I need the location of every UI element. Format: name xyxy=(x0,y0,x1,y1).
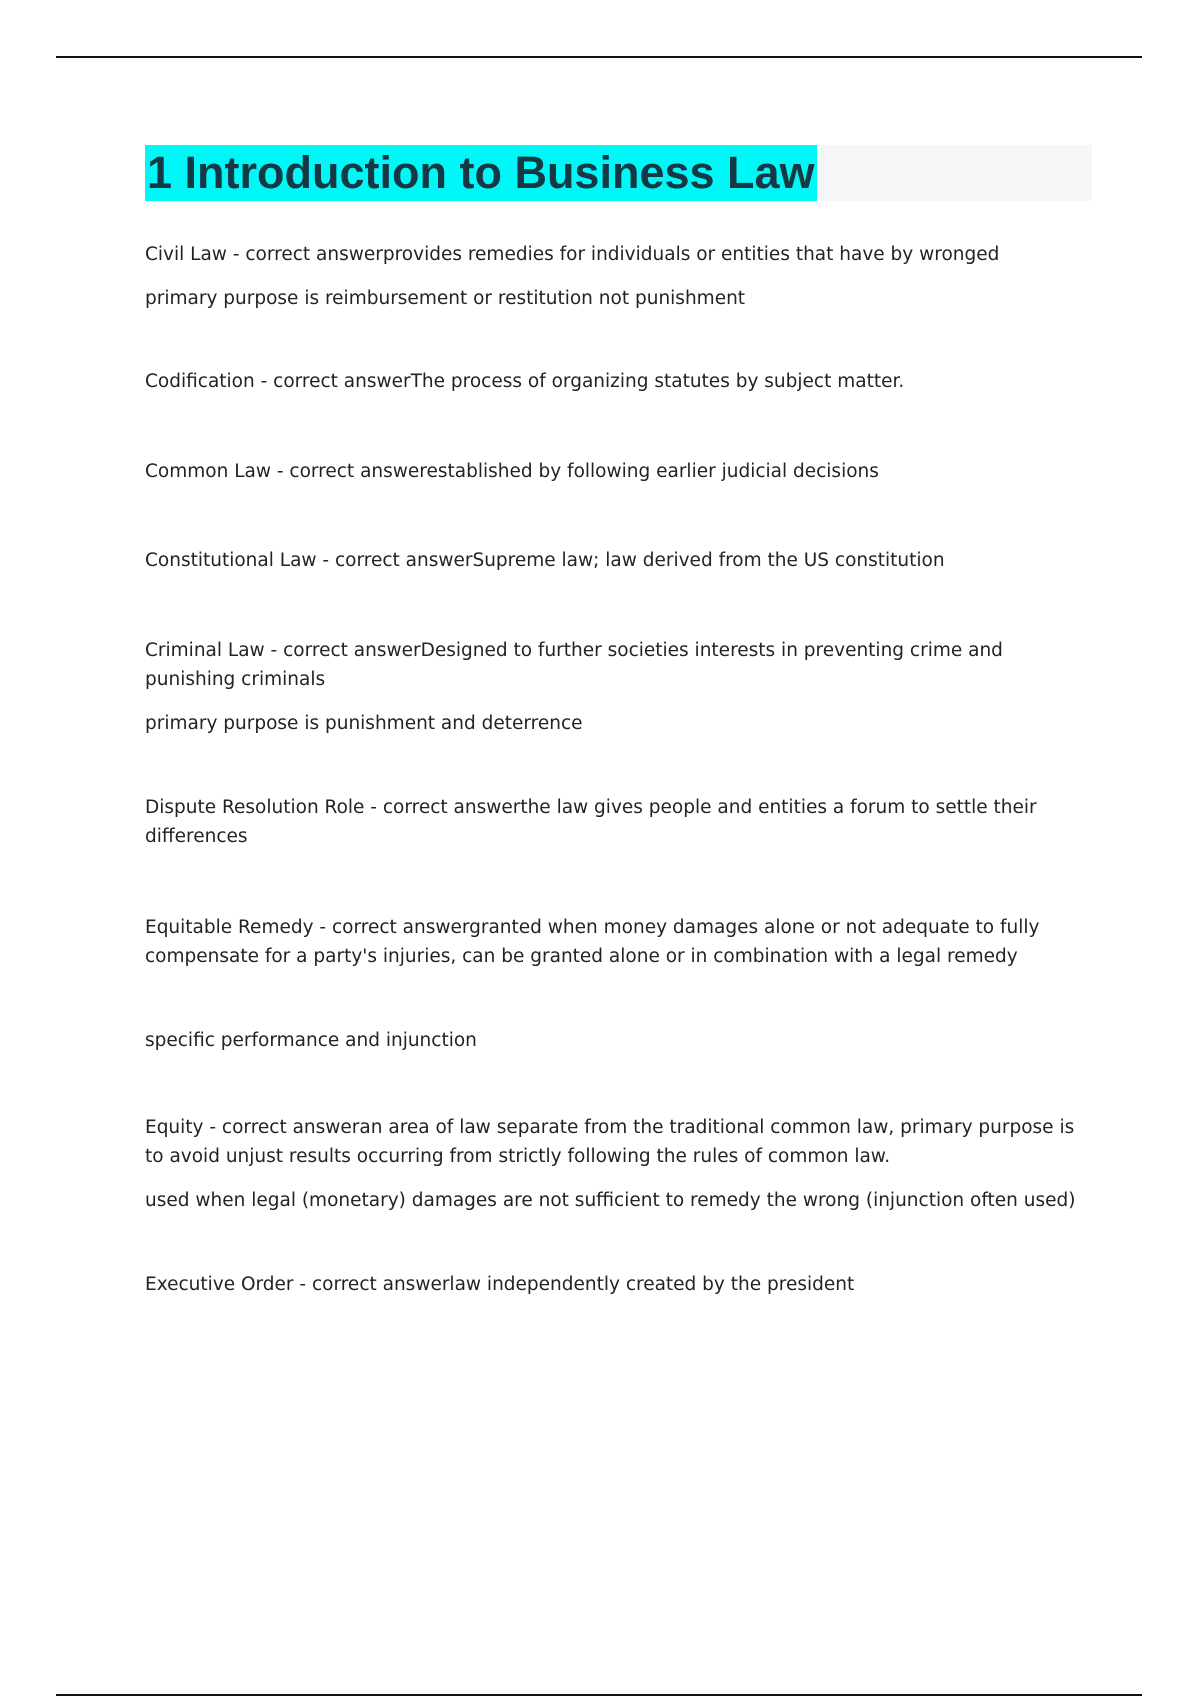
entry-codification xyxy=(145,367,1085,396)
entry-civil-law xyxy=(145,240,1085,313)
entry-equity xyxy=(145,1113,1085,1215)
entry-criminal-law xyxy=(145,636,1085,738)
page-title: 1 Introduction to Business Law xyxy=(145,145,817,201)
entry-equitable-remedy xyxy=(145,913,1085,971)
entry-paragraph: primary purpose is reimbursement or restitution not punishment xyxy=(145,288,746,309)
entry-paragraph: Executive Order - correct answerlaw independently created by the president xyxy=(145,1274,855,1295)
entry-common-law xyxy=(145,457,1085,486)
entry-paragraph: Civil Law - correct answerprovides remedies for individuals or entities that have by wronged xyxy=(145,244,1000,265)
document-body xyxy=(145,240,1085,1299)
entry-paragraph: specific performance and injunction xyxy=(145,1030,477,1051)
entry-paragraph: Dispute Resolution Role - correct answerthe law gives people and entities a forum to settle their differences xyxy=(145,797,1037,847)
entry-paragraph: Equity - correct answeran area of law separate from the traditional common law, primary purpose is to avoid unjust results occurring from strictly following the rules of common law. xyxy=(145,1117,1075,1167)
header-rule xyxy=(56,56,1142,58)
entry-specific-performance xyxy=(145,1026,1085,1055)
entry-constitutional-law xyxy=(145,546,1085,575)
entry-paragraph: Codification - correct answerThe process of organizing statutes by subject matter. xyxy=(145,371,905,392)
entry-paragraph: Equitable Remedy - correct answergranted when money damages alone or not adequate to fully compensate for a party's injuries, can be granted alone or in combination with a legal remedy xyxy=(145,917,1040,967)
entry-paragraph: primary purpose is punishment and deterrence xyxy=(145,713,583,734)
entry-paragraph: Constitutional Law - correct answerSupreme law; law derived from the US constitution xyxy=(145,550,945,571)
entry-executive-order xyxy=(145,1270,1085,1299)
entry-paragraph: used when legal (monetary) damages are not sufficient to remedy the wrong (injunction often used) xyxy=(145,1190,1076,1211)
footer-rule xyxy=(56,1694,1142,1696)
entry-paragraph: Criminal Law - correct answerDesigned to further societies interests in preventing crime and punishing criminals xyxy=(145,640,1003,690)
entry-paragraph: Common Law - correct answerestablished by following earlier judicial decisions xyxy=(145,461,879,482)
entry-dispute-resolution-role xyxy=(145,793,1085,851)
